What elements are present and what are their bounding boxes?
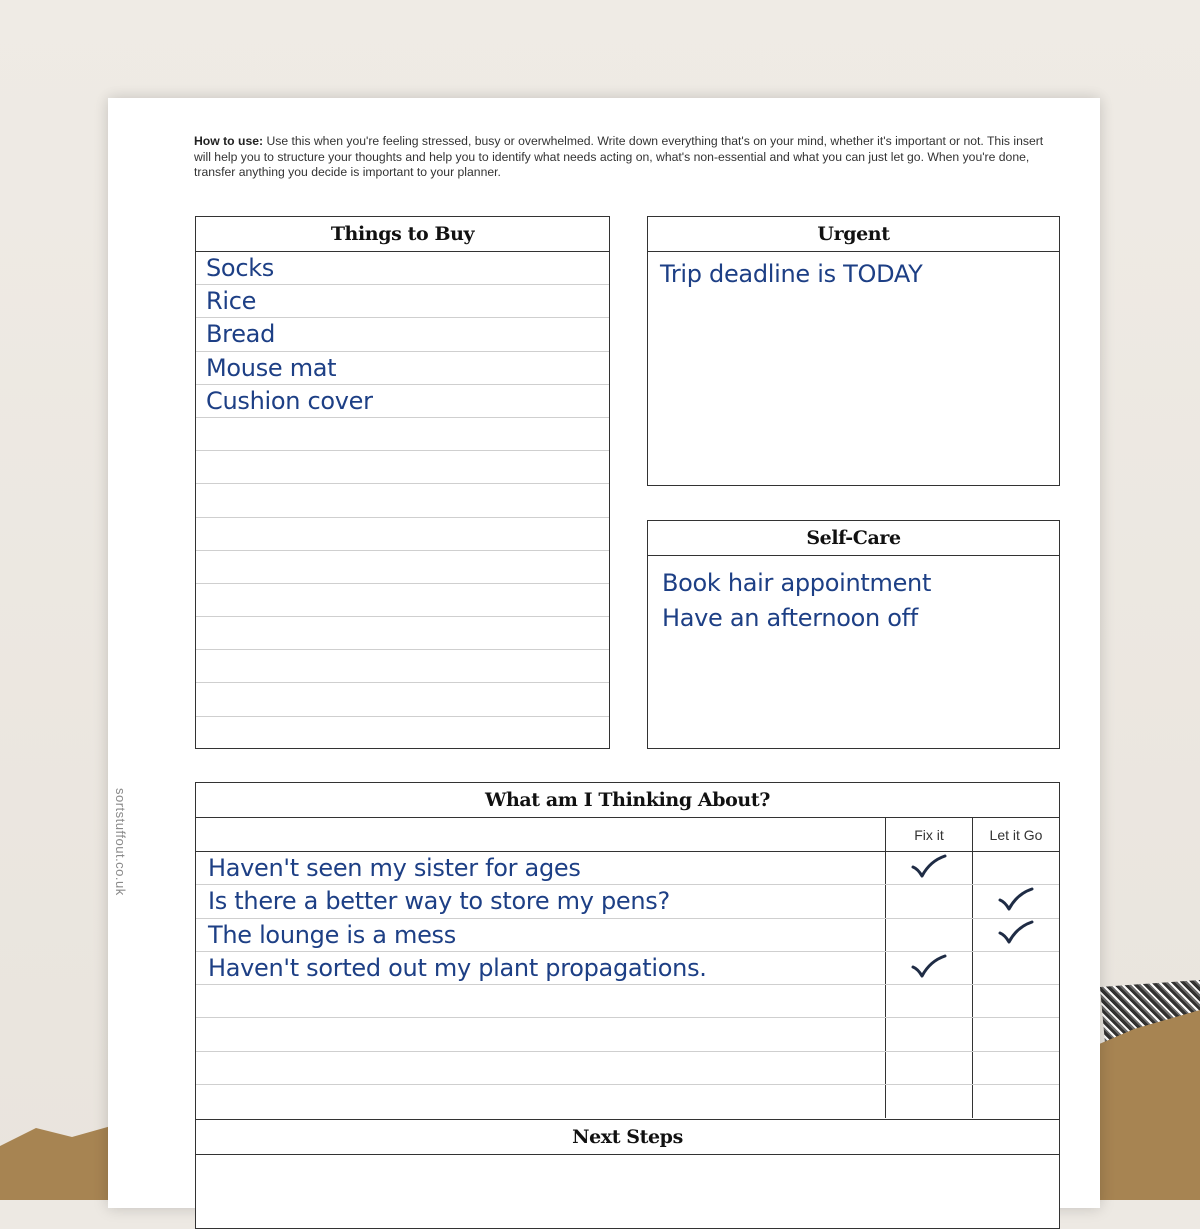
thinking-row bbox=[196, 852, 1059, 885]
checkmark-icon bbox=[910, 853, 948, 884]
buy-list-row bbox=[196, 650, 609, 683]
buy-list-row bbox=[196, 551, 609, 584]
buy-list-item: Bread bbox=[206, 320, 276, 349]
buy-list-row bbox=[196, 285, 609, 318]
buy-list-row bbox=[196, 352, 609, 385]
self-care-item: Book hair appointment bbox=[662, 569, 932, 597]
buy-list-item: Socks bbox=[206, 254, 275, 283]
thinking-row bbox=[196, 952, 1059, 985]
things-to-buy-title: Things to Buy bbox=[196, 217, 609, 252]
next-steps-title: Next Steps bbox=[196, 1120, 1059, 1155]
fix-it-cell[interactable] bbox=[885, 919, 972, 951]
let-it-go-cell[interactable] bbox=[972, 1018, 1059, 1050]
thinking-item: Haven't sorted out my plant propagations. bbox=[208, 954, 707, 983]
self-care-item: Have an afternoon off bbox=[662, 604, 918, 632]
watermark: sortstuffout.co.uk bbox=[113, 788, 128, 896]
buy-list-row bbox=[196, 451, 609, 484]
thinking-row-text-cell bbox=[196, 885, 885, 917]
buy-list-row bbox=[196, 318, 609, 351]
fix-it-cell[interactable] bbox=[885, 1085, 972, 1118]
let-it-go-cell[interactable] bbox=[972, 1052, 1059, 1084]
thinking-row bbox=[196, 885, 1059, 918]
urgent-box bbox=[647, 216, 1060, 486]
buy-list-row bbox=[196, 484, 609, 517]
buy-list-item: Rice bbox=[206, 287, 257, 316]
thinking-row bbox=[196, 985, 1059, 1018]
fix-it-cell[interactable] bbox=[885, 1018, 972, 1050]
fix-it-column-label: Fix it bbox=[885, 818, 972, 851]
thinking-box bbox=[195, 782, 1060, 1120]
let-it-go-column-label: Let it Go bbox=[972, 818, 1059, 851]
thinking-row-text-cell bbox=[196, 852, 885, 884]
thinking-item: The lounge is a mess bbox=[208, 920, 456, 949]
thinking-header-spacer bbox=[196, 818, 885, 851]
buy-list-row bbox=[196, 717, 609, 750]
self-care-box bbox=[647, 520, 1060, 749]
thinking-row bbox=[196, 1052, 1059, 1085]
let-it-go-cell[interactable] bbox=[972, 952, 1059, 984]
let-it-go-cell[interactable] bbox=[972, 985, 1059, 1017]
instructions bbox=[194, 134, 1044, 181]
things-to-buy-list bbox=[196, 252, 609, 750]
thinking-row-text-cell bbox=[196, 919, 885, 951]
thinking-title: What am I Thinking About? bbox=[196, 783, 1059, 818]
buy-list-row bbox=[196, 518, 609, 551]
fix-it-cell[interactable] bbox=[885, 952, 972, 984]
instructions-lead: How to use: bbox=[194, 134, 264, 148]
thinking-row bbox=[196, 1018, 1059, 1051]
things-to-buy-box bbox=[195, 216, 610, 749]
thinking-item: Haven't seen my sister for ages bbox=[208, 854, 581, 883]
buy-list-row bbox=[196, 617, 609, 650]
thinking-row-text-cell bbox=[196, 1052, 885, 1084]
next-steps-box bbox=[195, 1119, 1060, 1229]
thinking-row-text-cell bbox=[196, 952, 885, 984]
buy-list-item: Mouse mat bbox=[206, 353, 337, 382]
urgent-item: Trip deadline is TODAY bbox=[660, 260, 923, 288]
fix-it-cell[interactable] bbox=[885, 1052, 972, 1084]
thinking-item: Is there a better way to store my pens? bbox=[208, 887, 670, 916]
let-it-go-cell[interactable] bbox=[972, 885, 1059, 917]
buy-list-item: Cushion cover bbox=[206, 386, 373, 415]
buy-list-row bbox=[196, 385, 609, 418]
planner-page bbox=[108, 98, 1100, 1208]
thinking-column-header bbox=[196, 818, 1059, 852]
checkmark-icon bbox=[910, 953, 948, 984]
fix-it-cell[interactable] bbox=[885, 885, 972, 917]
buy-list-row bbox=[196, 683, 609, 716]
thinking-row bbox=[196, 919, 1059, 952]
let-it-go-cell[interactable] bbox=[972, 919, 1059, 951]
checkmark-icon bbox=[997, 886, 1035, 917]
fix-it-cell[interactable] bbox=[885, 985, 972, 1017]
let-it-go-cell[interactable] bbox=[972, 1085, 1059, 1118]
buy-list-row bbox=[196, 584, 609, 617]
buy-list-row bbox=[196, 418, 609, 451]
thinking-row-text-cell bbox=[196, 1085, 885, 1118]
thinking-row bbox=[196, 1085, 1059, 1118]
thinking-row-text-cell bbox=[196, 1018, 885, 1050]
fix-it-cell[interactable] bbox=[885, 852, 972, 884]
let-it-go-cell[interactable] bbox=[972, 852, 1059, 884]
urgent-title: Urgent bbox=[648, 217, 1059, 252]
thinking-rows bbox=[196, 852, 1059, 1118]
instructions-body: Use this when you're feeling stressed, busy or overwhelmed. Write down everything that's on your mind, whether it's important or not. This insert will help you to structure your thoughts and help you to identify what needs acting on, what's non-essential and what you can just let go. When you're done, transfer anything you decide is important to your planner. bbox=[194, 134, 1044, 179]
thinking-row-text-cell bbox=[196, 985, 885, 1017]
checkmark-icon bbox=[997, 919, 1035, 950]
self-care-title: Self-Care bbox=[648, 521, 1059, 556]
buy-list-row bbox=[196, 252, 609, 285]
